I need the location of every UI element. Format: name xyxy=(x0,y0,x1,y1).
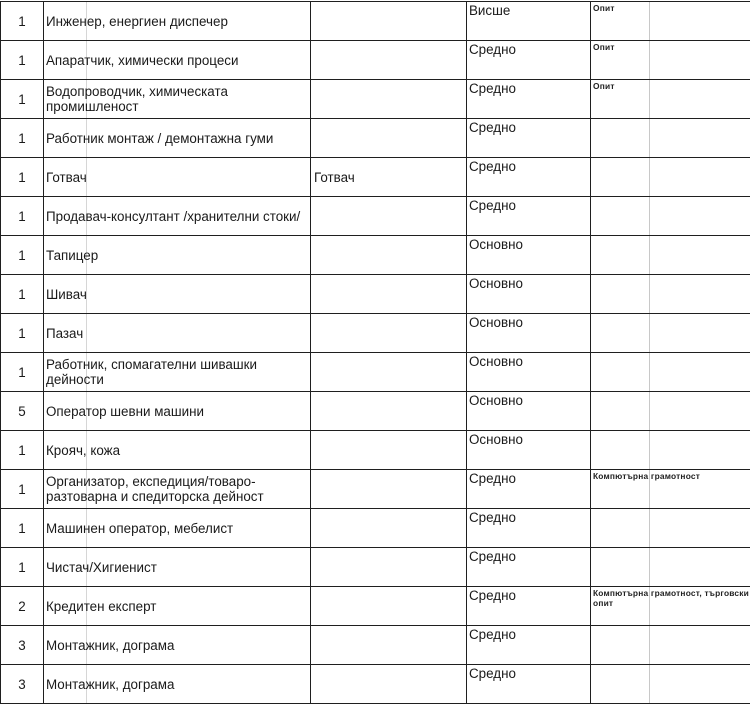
education-cell: Основно xyxy=(467,353,591,392)
requirements-cell xyxy=(591,236,750,275)
requirements-cell xyxy=(591,197,750,236)
table-row xyxy=(1,587,750,626)
education-cell: Основно xyxy=(467,236,591,275)
count-cell: 1 xyxy=(1,275,44,314)
title-text: Монтажник, дограма xyxy=(46,638,174,653)
title-text: Работник монтаж / демонтажна гуми xyxy=(46,131,273,146)
title-text: Работник, спомагателни шивашки дейности xyxy=(46,357,257,387)
requirements-cell xyxy=(591,431,750,470)
education-cell: Основно xyxy=(467,314,591,353)
title-text: Продавач-консултант /хранителни стоки/ xyxy=(46,209,300,224)
table-row xyxy=(1,80,750,119)
count-cell: 1 xyxy=(1,314,44,353)
requirements-cell xyxy=(591,353,750,392)
title-text: Готвач xyxy=(46,170,87,185)
title-cell xyxy=(44,470,311,509)
requirements-text: Опит xyxy=(593,3,750,13)
education-cell: Средно xyxy=(467,119,591,158)
count-cell: 1 xyxy=(1,509,44,548)
gridline xyxy=(649,431,650,469)
requirements-cell xyxy=(591,626,750,665)
count-cell: 1 xyxy=(1,41,44,80)
title-cell xyxy=(44,392,311,431)
title-text: Инженер, енергиен диспечер xyxy=(46,14,228,29)
table-row xyxy=(1,431,750,470)
gridline xyxy=(649,665,650,703)
requirements-cell xyxy=(591,548,750,587)
alt-title-cell xyxy=(311,2,467,41)
table-row xyxy=(1,2,750,41)
gridline xyxy=(649,236,650,274)
count-cell: 1 xyxy=(1,80,44,119)
count-cell: 1 xyxy=(1,158,44,197)
requirements-cell xyxy=(591,158,750,197)
table-row xyxy=(1,353,750,392)
title-text: Машинен оператор, мебелист xyxy=(46,521,233,536)
education-cell: Средно xyxy=(467,158,591,197)
education-cell: Средно xyxy=(467,509,591,548)
count-cell: 1 xyxy=(1,470,44,509)
table-row xyxy=(1,470,750,509)
alt-title-cell xyxy=(311,80,467,119)
gridline xyxy=(649,509,650,547)
gridline xyxy=(86,314,87,352)
title-cell xyxy=(44,587,311,626)
count-cell: 1 xyxy=(1,548,44,587)
table-row xyxy=(1,197,750,236)
requirements-text: Опит xyxy=(593,81,750,91)
table-row xyxy=(1,236,750,275)
title-cell xyxy=(44,197,311,236)
gridline xyxy=(649,197,650,235)
gridline xyxy=(649,314,650,352)
education-cell: Основно xyxy=(467,275,591,314)
education-cell: Средно xyxy=(467,80,591,119)
requirements-cell xyxy=(591,392,750,431)
title-text: Организатор, експедиция/товаро-разтоварна и спедиторска дейност xyxy=(46,474,264,504)
count-cell: 1 xyxy=(1,236,44,275)
education-cell: Средно xyxy=(467,587,591,626)
table-row xyxy=(1,158,750,197)
title-text: Монтажник, дограма xyxy=(46,677,174,692)
table-row xyxy=(1,314,750,353)
title-text: Шивач xyxy=(46,287,87,302)
alt-title-cell: Готвач xyxy=(311,158,467,197)
requirements-cell xyxy=(591,119,750,158)
requirements-text: Компютърна грамотност xyxy=(593,471,750,481)
education-cell: Висше xyxy=(467,2,591,41)
gridline xyxy=(649,353,650,391)
requirements-cell xyxy=(591,587,750,626)
requirements-text: Опит xyxy=(593,42,750,52)
count-cell: 1 xyxy=(1,431,44,470)
title-cell xyxy=(44,314,311,353)
table-row xyxy=(1,119,750,158)
title-text: Крояч, кожа xyxy=(46,443,120,458)
alt-title-cell xyxy=(311,353,467,392)
job-listings-table xyxy=(0,1,750,704)
title-text: Апаратчик, химически процеси xyxy=(46,53,238,68)
requirements-cell xyxy=(591,314,750,353)
table-row xyxy=(1,509,750,548)
title-cell xyxy=(44,2,311,41)
count-cell: 1 xyxy=(1,2,44,41)
alt-title-cell xyxy=(311,587,467,626)
education-cell: Средно xyxy=(467,626,591,665)
alt-title-cell xyxy=(311,236,467,275)
table-row xyxy=(1,392,750,431)
alt-title-cell xyxy=(311,119,467,158)
title-cell xyxy=(44,626,311,665)
requirements-cell xyxy=(591,470,750,509)
alt-title-cell xyxy=(311,197,467,236)
title-text: Водопроводчик, химическата промишленост xyxy=(46,84,228,114)
title-text: Чистач/Хигиенист xyxy=(46,560,157,575)
title-cell xyxy=(44,41,311,80)
education-cell: Основно xyxy=(467,392,591,431)
count-cell: 5 xyxy=(1,392,44,431)
table-row xyxy=(1,548,750,587)
title-text: Кредитен експерт xyxy=(46,599,156,614)
count-cell: 3 xyxy=(1,665,44,704)
education-cell: Средно xyxy=(467,470,591,509)
requirements-cell xyxy=(591,80,750,119)
title-cell xyxy=(44,275,311,314)
count-cell: 2 xyxy=(1,587,44,626)
count-cell: 1 xyxy=(1,119,44,158)
title-cell xyxy=(44,353,311,392)
table-row xyxy=(1,626,750,665)
count-cell: 3 xyxy=(1,626,44,665)
title-text: Тапицер xyxy=(46,248,98,263)
title-text: Пазач xyxy=(46,326,83,341)
alt-title-cell xyxy=(311,314,467,353)
education-cell: Основно xyxy=(467,431,591,470)
count-cell: 1 xyxy=(1,353,44,392)
gridline xyxy=(649,548,650,586)
gridline xyxy=(649,119,650,157)
gridline xyxy=(649,392,650,430)
education-cell: Средно xyxy=(467,197,591,236)
alt-title-cell xyxy=(311,470,467,509)
education-cell: Средно xyxy=(467,548,591,587)
gridline xyxy=(649,275,650,313)
count-cell: 1 xyxy=(1,197,44,236)
gridline xyxy=(649,626,650,664)
title-cell xyxy=(44,431,311,470)
alt-title-cell xyxy=(311,392,467,431)
table-row xyxy=(1,41,750,80)
requirements-cell xyxy=(591,2,750,41)
alt-title-cell xyxy=(311,626,467,665)
requirements-cell xyxy=(591,41,750,80)
title-cell xyxy=(44,80,311,119)
table-row xyxy=(1,275,750,314)
requirements-cell xyxy=(591,509,750,548)
alt-title-cell xyxy=(311,275,467,314)
requirements-cell xyxy=(591,275,750,314)
alt-title-cell xyxy=(311,548,467,587)
title-cell xyxy=(44,548,311,587)
gridline xyxy=(649,158,650,196)
alt-title-cell xyxy=(311,431,467,470)
education-cell: Средно xyxy=(467,665,591,704)
alt-title-cell xyxy=(311,509,467,548)
job-listings-body xyxy=(1,2,750,704)
title-text: Оператор шевни машини xyxy=(46,404,204,419)
title-cell xyxy=(44,119,311,158)
alt-title-cell xyxy=(311,41,467,80)
education-cell: Средно xyxy=(467,41,591,80)
requirements-text: Компютърна грамотност, търговски опит xyxy=(593,588,750,608)
title-cell xyxy=(44,509,311,548)
title-cell xyxy=(44,236,311,275)
title-cell xyxy=(44,158,311,197)
